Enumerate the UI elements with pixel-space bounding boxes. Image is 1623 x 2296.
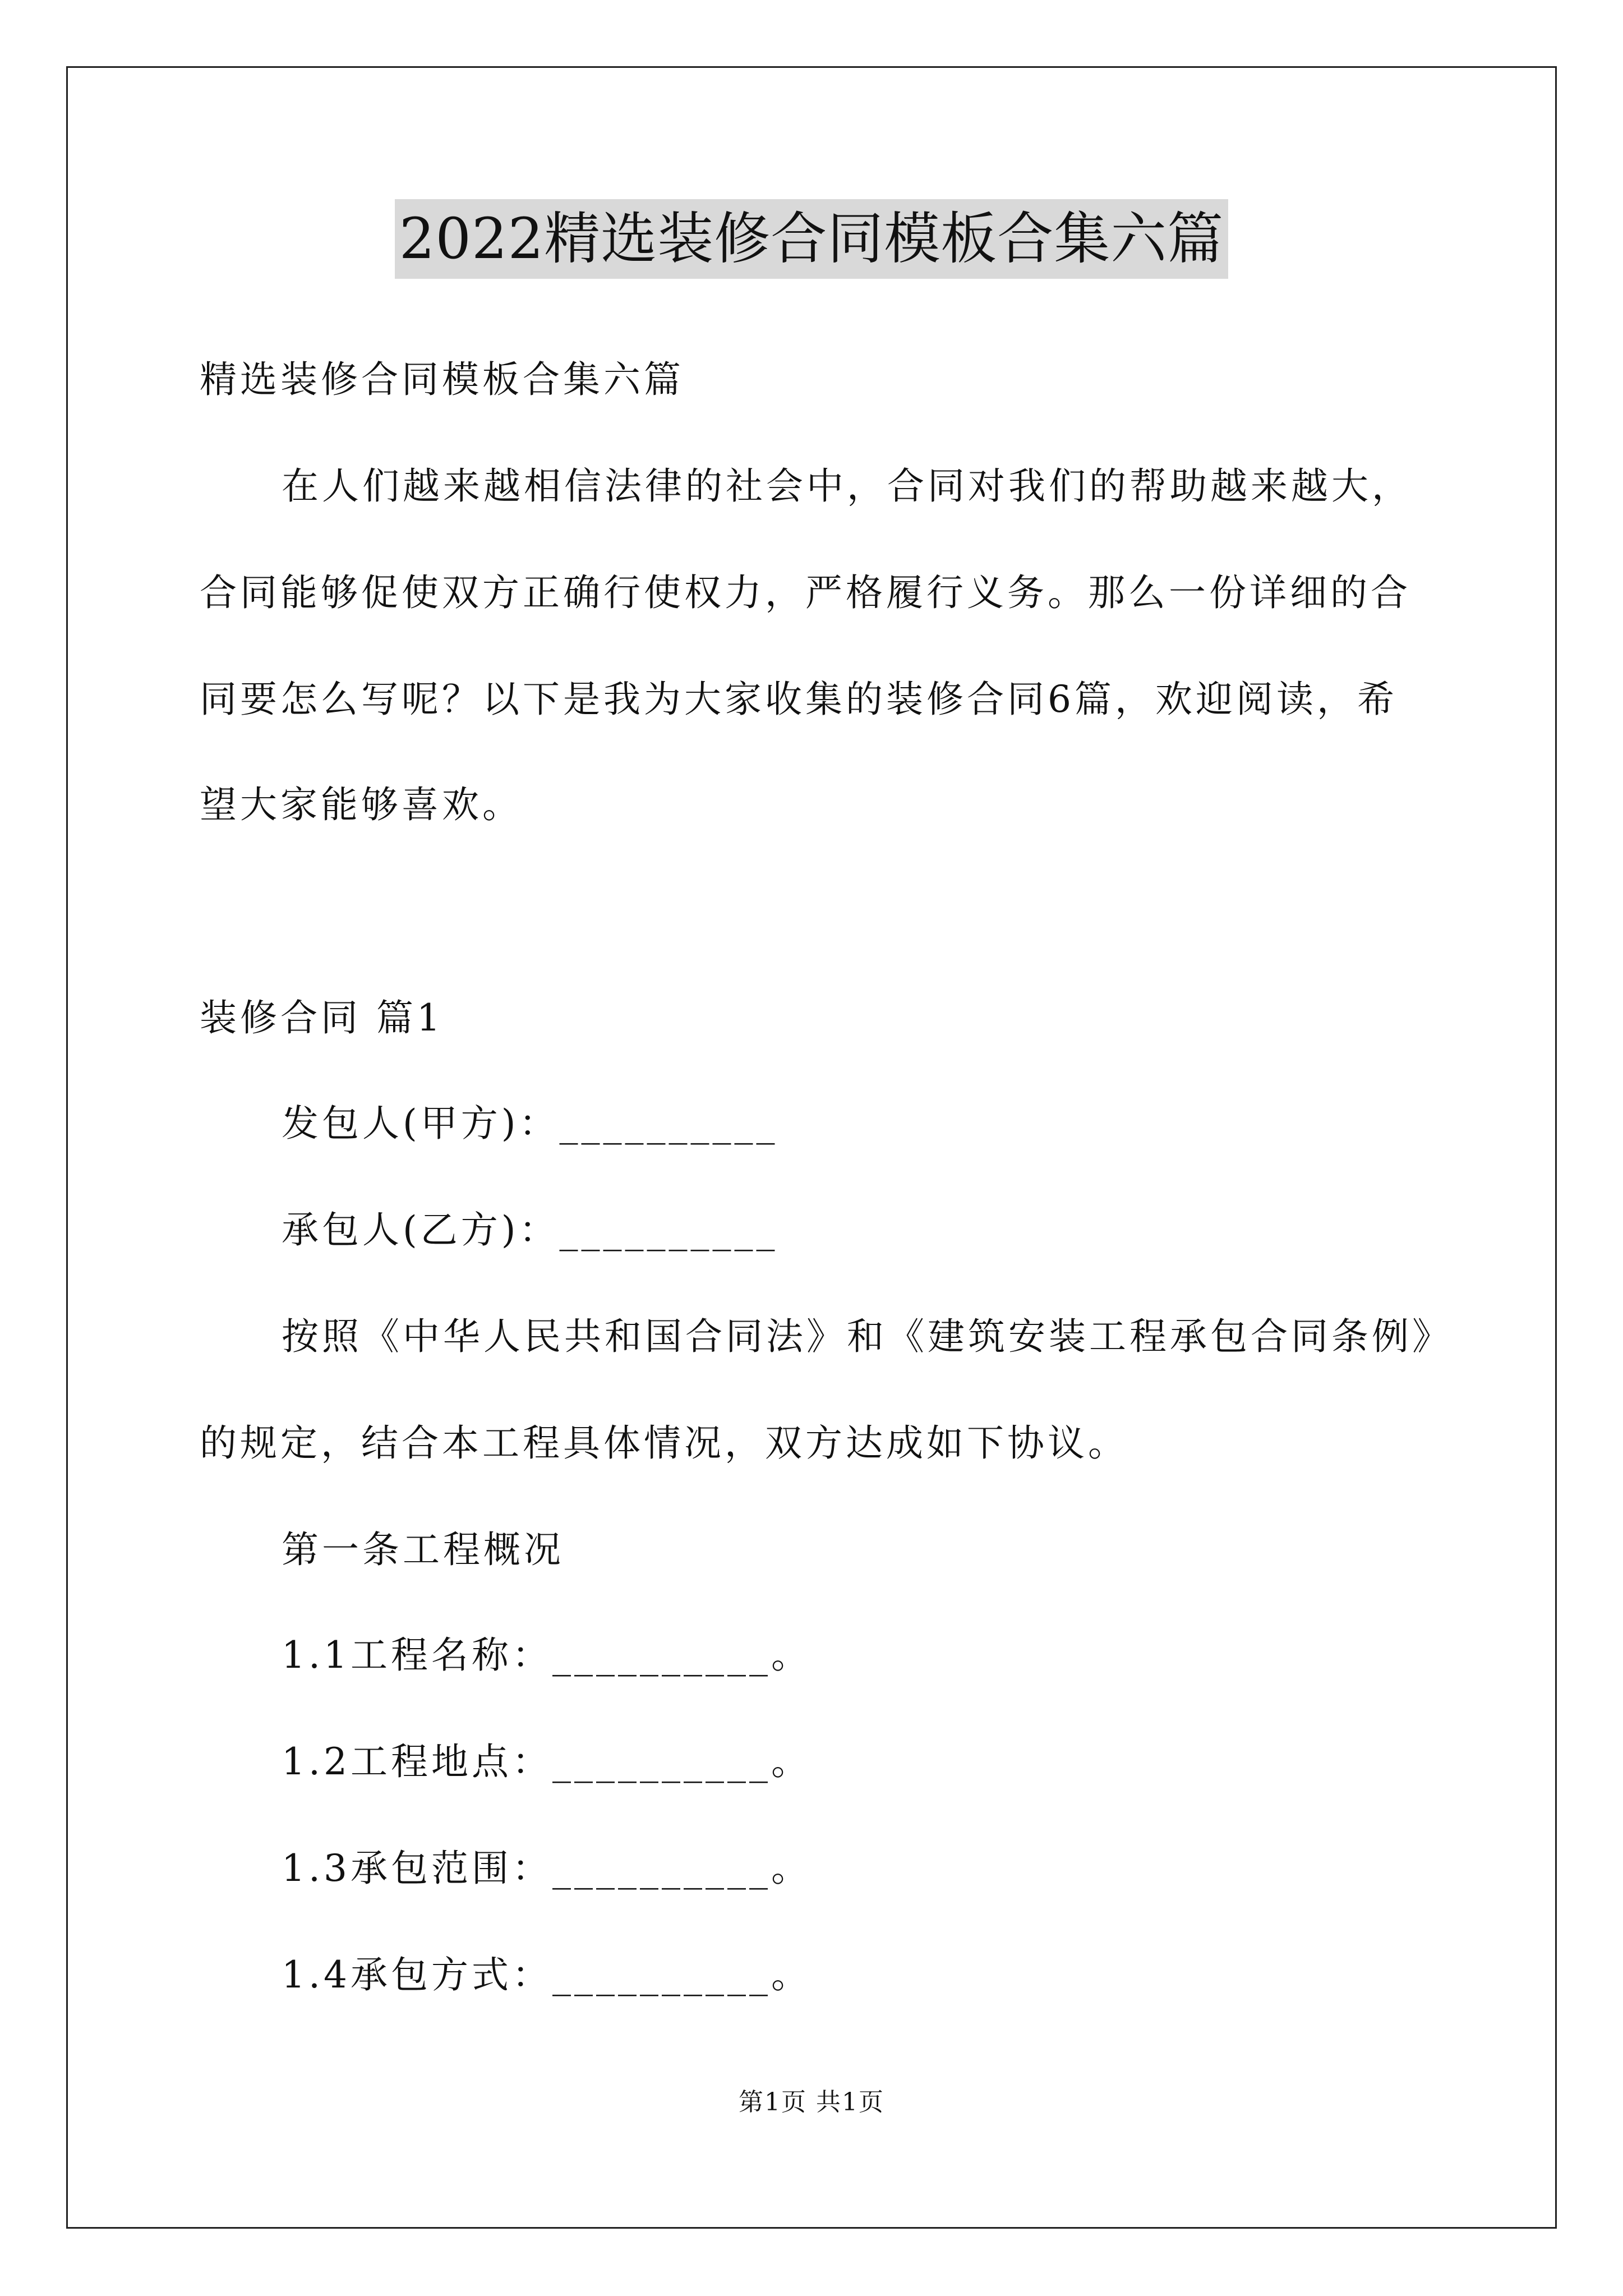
item-contract-scope: 1.3承包范围：__________。 bbox=[282, 1847, 811, 1890]
intro-line-4: 望大家能够喜欢。 bbox=[200, 783, 523, 826]
item-contract-method: 1.4承包方式：__________。 bbox=[282, 1953, 811, 1996]
document-title: 2022精选装修合同模板合集六篇 bbox=[395, 199, 1229, 279]
intro-line-1: 在人们越来越相信法律的社会中，合同对我们的帮助越来越大， bbox=[282, 464, 1412, 508]
section-heading: 装修合同 篇1 bbox=[200, 996, 444, 1039]
basis-line-1: 按照《中华人民共和国合同法》和《建筑安装工程承包合同条例》 bbox=[282, 1315, 1453, 1358]
intro-line-2: 合同能够促使双方正确行使权力，严格履行义务。那么一份详细的合 bbox=[200, 571, 1411, 614]
basis-line-2: 的规定，结合本工程具体情况，双方达成如下协议。 bbox=[200, 1421, 1128, 1465]
intro-line-3: 同要怎么写呢？以下是我为大家收集的装修合同6篇，欢迎阅读，希 bbox=[200, 678, 1398, 721]
article-heading: 第一条工程概况 bbox=[282, 1528, 564, 1571]
document-subtitle: 精选装修合同模板合集六篇 bbox=[200, 358, 684, 401]
item-project-location: 1.2工程地点：__________。 bbox=[282, 1740, 811, 1783]
item-project-name: 1.1工程名称：__________。 bbox=[282, 1634, 811, 1677]
party-b-line: 承包人(乙方)：__________ bbox=[282, 1208, 778, 1251]
party-a-line: 发包人(甲方)：__________ bbox=[282, 1102, 778, 1145]
page-footer: 第1页 共1页 bbox=[739, 2088, 884, 2116]
title-container bbox=[0, 199, 1623, 279]
